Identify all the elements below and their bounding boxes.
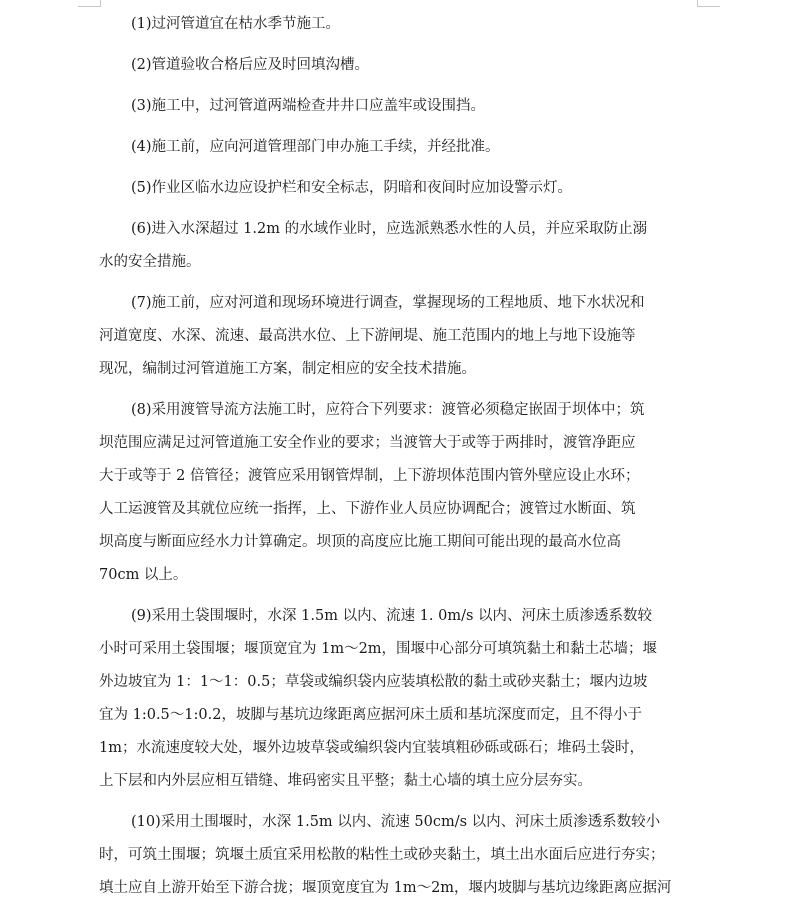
paragraph-line: 水的安全措施。	[99, 254, 201, 270]
page-corner-mark-left	[78, 0, 101, 7]
paragraph-7	[99, 287, 699, 386]
paragraph-line: 现况，编制过河管道施工方案，制定相应的安全技术措施。	[99, 361, 476, 377]
paragraph-line: 填土应自上游开始至下游合拢；堰顶宽度宜为 1m～2m，堰内坡脚与基坑边缘距离应据河	[99, 880, 672, 896]
paragraph-5	[99, 172, 699, 205]
paragraph-line: (6)进入水深超过 1.2m 的水域作业时，应选派熟悉水性的人员，并应采取防止溺	[131, 221, 648, 237]
paragraph-6	[99, 213, 699, 279]
paragraph-line: (10)采用土围堰时，水深 1.5m 以内、流速 50cm/s 以内、河床土质渗透系数较小	[131, 814, 661, 830]
document-body	[99, 8, 699, 905]
paragraph-line: (1)过河管道宜在枯水季节施工。	[131, 16, 341, 32]
paragraph-line: 时，可筑土围堰；筑堰土质宜采用松散的粘性土或砂夹黏土，填土出水面后应进行夯实；	[99, 847, 665, 863]
paragraph-line: 外边坡宜为 1：1～1：0.5；草袋或编织袋内应装填松散的黏土或砂夹黏土；堰内边坡	[99, 674, 648, 690]
page-corner-mark-right	[697, 0, 720, 7]
paragraph-line: 上下层和内外层应相互错缝、堆码密实且平整；黏土心墙的填土应分层夯实。	[99, 773, 592, 789]
paragraph-line: (7)施工前，应对河道和现场环境进行调查，掌握现场的工程地质、地下水状况和	[131, 295, 645, 311]
paragraph-line: (8)采用渡管导流方法施工时，应符合下列要求：渡管必须稳定嵌固于坝体中；筑	[131, 402, 645, 418]
paragraph-line: (5)作业区临水边应设护栏和安全标志，阴暗和夜间时应加设警示灯。	[131, 180, 573, 196]
paragraph-line: 70cm 以上。	[99, 567, 188, 583]
paragraph-8	[99, 394, 699, 592]
paragraph-9	[99, 600, 699, 798]
paragraph-1	[99, 8, 699, 41]
paragraph-line: 人工运渡管及其就位应统一指挥，上、下游作业人员应协调配合；渡管过水断面、筑	[99, 501, 636, 517]
paragraph-3	[99, 90, 699, 123]
paragraph-line: (3)施工中，过河管道两端检查井井口应盖牢或设围挡。	[131, 98, 486, 114]
paragraph-10	[99, 806, 699, 905]
paragraph-line: 1m；水流速度较大处，堰外边坡草袋或编织袋内宜装填粗砂砾或砾石；堆码土袋时，	[99, 740, 644, 756]
paragraph-2	[99, 49, 699, 82]
paragraph-4	[99, 131, 699, 164]
paragraph-line: (4)施工前，应向河道管理部门申办施工手续，并经批准。	[131, 139, 500, 155]
paragraph-line: (9)采用土袋围堰时，水深 1.5m 以内、流速 1. 0m/s 以内、河床土质渗透系数较	[131, 608, 653, 624]
paragraph-line: (2)管道验收合格后应及时回填沟槽。	[131, 57, 370, 73]
paragraph-line: 小时可采用土袋围堰；堰顶宽宜为 1m～2m，围堰中心部分可填筑黏土和黏土芯墙；堰	[99, 641, 658, 657]
paragraph-line: 宜为 1:0.5～1:0.2，坡脚与基坑边缘距离应据河床土质和基坑深度而定，且不得小于	[99, 707, 642, 723]
paragraph-line: 河道宽度、水深、流速、最高洪水位、上下游闸堤、施工范围内的地上与地下设施等	[99, 328, 636, 344]
paragraph-line: 坝范围应满足过河管道施工安全作业的要求；当渡管大于或等于两排时，渡管净距应	[99, 435, 636, 451]
paragraph-line: 大于或等于 2 倍管径；渡管应采用钢管焊制，上下游坝体范围内管外壁应设止水环；	[99, 468, 640, 484]
paragraph-line: 坝高度与断面应经水力计算确定。坝顶的高度应比施工期间可能出现的最高水位高	[99, 534, 621, 550]
